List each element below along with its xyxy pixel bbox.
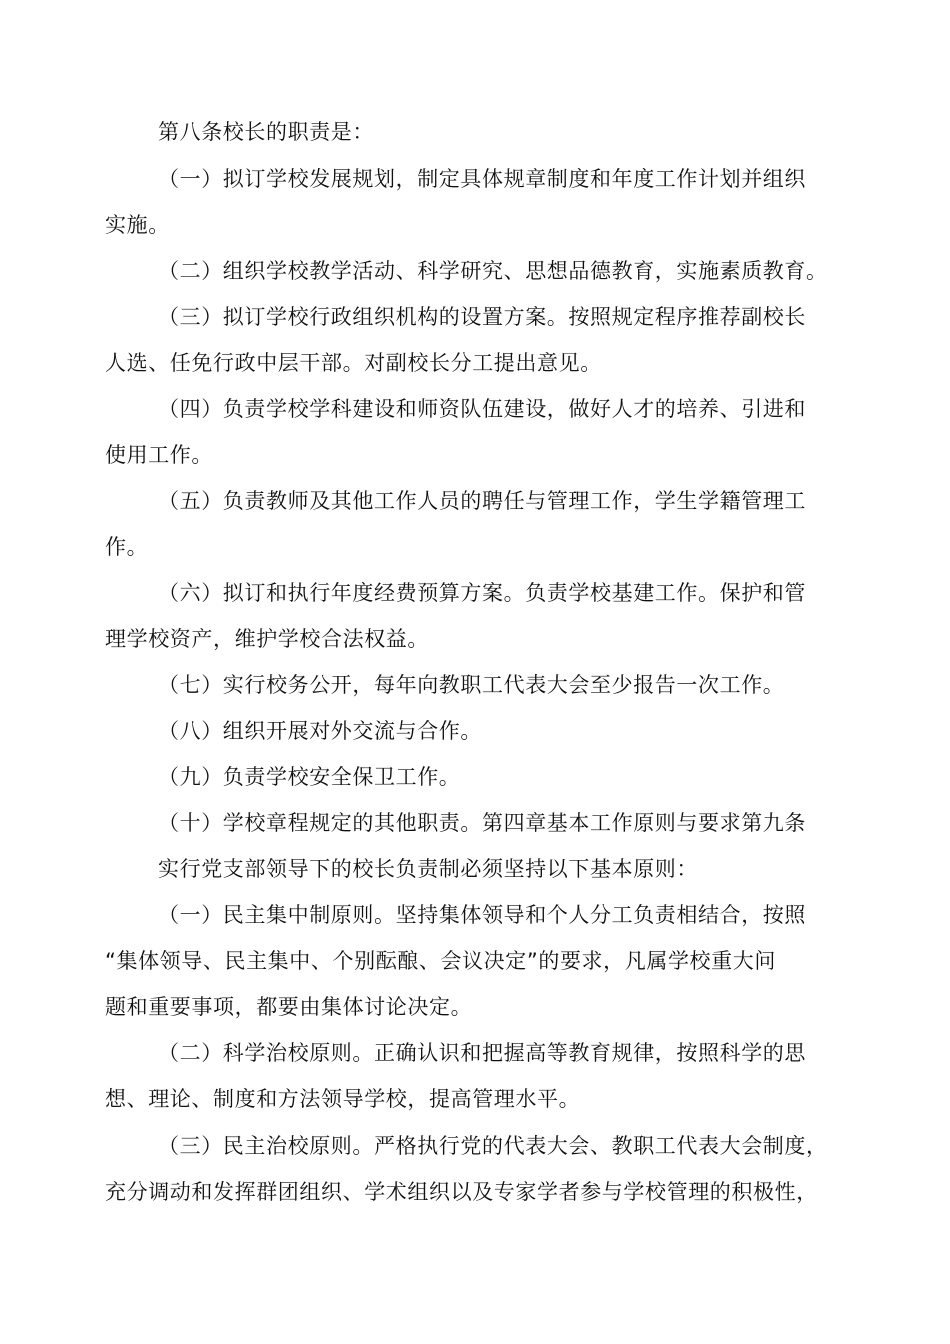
principle-item-1-continued: “集体领导、民主集中、个别酝酿、会议决定”的要求，凡属学校重大问 [105,949,776,973]
duty-item-3: （三）拟订学校行政组织机构的设置方案。按照规定程序推荐副校长 [158,305,806,329]
article-9-text: 实行党支部领导下的校长负责制必须坚持以下基本原则： [158,857,698,881]
principle-item-1: （一）民主集中制原则。坚持集体领导和个人分工负责相结合，按照 [158,903,806,927]
duty-item-5-continued: 作。 [105,535,149,559]
duty-item-2: （二）组织学校教学活动、科学研究、思想品德教育，实施素质教育。 [158,259,828,283]
duty-item-4-continued: 使用工作。 [105,443,213,467]
principle-item-3: （三）民主治校原则。严格执行党的代表大会、教职工代表大会制度， [158,1134,828,1158]
principle-item-2-continued: 想、理论、制度和方法领导学校，提高管理水平。 [105,1087,581,1111]
duty-item-1-continued: 实施。 [105,213,170,237]
duty-item-8: （八）组织开展对外交流与合作。 [158,719,482,743]
duty-item-4: （四）负责学校学科建设和师资队伍建设，做好人才的培养、引进和 [158,397,806,421]
principle-item-3-continued: 充分调动和发挥群团组织、学术组织以及专家学者参与学校管理的积极性， [105,1180,818,1204]
principle-item-2: （二）科学治校原则。正确认识和把握高等教育规律，按照科学的思 [158,1041,806,1065]
duty-item-5: （五）负责教师及其他工作人员的聘任与管理工作，学生学籍管理工 [158,489,806,513]
duty-item-6-continued: 理学校资产，维护学校合法权益。 [105,627,429,651]
duty-item-3-continued: 人选、任免行政中层干部。对副校长分工提出意见。 [105,351,602,375]
duty-item-9: （九）负责学校安全保卫工作。 [158,765,461,789]
article-8-heading: 第八条校长的职责是： [158,120,374,144]
duty-item-6: （六）拟订和执行年度经费预算方案。负责学校基建工作。保护和管 [158,581,806,605]
duty-item-7: （七）实行校务公开，每年向教职工代表大会至少报告一次工作。 [158,673,785,697]
duty-item-1: （一）拟订学校发展规划，制定具体规章制度和年度工作计划并组织 [158,167,806,191]
principle-item-1-continued-2: 题和重要事项，都要由集体讨论决定。 [105,995,473,1019]
duty-item-10: （十）学校章程规定的其他职责。第四章基本工作原则与要求第九条 [158,811,806,835]
